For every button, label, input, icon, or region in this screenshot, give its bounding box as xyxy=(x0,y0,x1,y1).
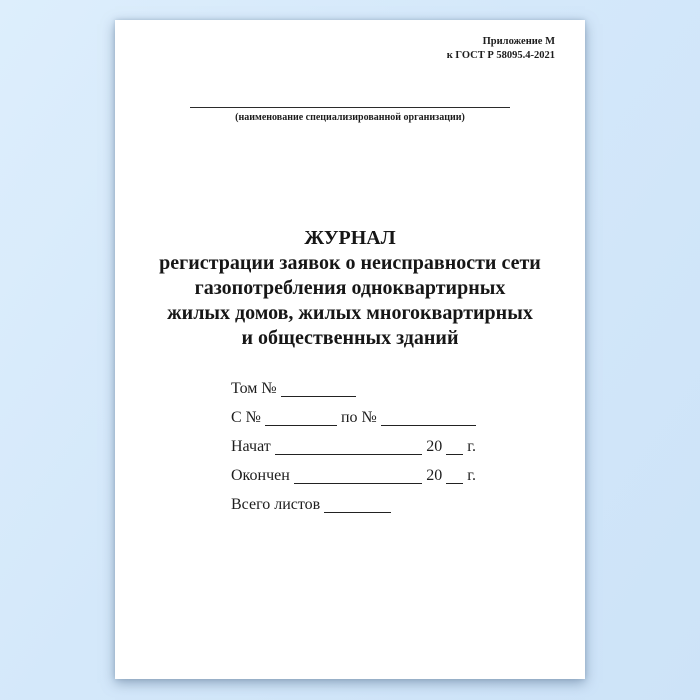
total-sheets-label: Всего листов xyxy=(231,496,321,513)
journal-title xyxy=(125,226,575,351)
gost-standard-label: к ГОСТ Р 58095.4-2021 xyxy=(446,50,555,61)
gost-reference-block xyxy=(447,35,555,63)
finished-year-blank xyxy=(446,472,463,484)
started-year-prefix: 20 xyxy=(426,438,443,455)
document-page xyxy=(115,20,585,679)
started-year-blank xyxy=(446,443,463,455)
finished-label: Окончен xyxy=(231,467,290,484)
finished-date-blank xyxy=(294,472,422,484)
organization-caption: (наименование специализированной организации) xyxy=(235,112,465,123)
organization-block xyxy=(115,93,585,124)
journal-title-line-4: жилых домов, жилых многоквартирных xyxy=(167,302,533,324)
volume-number-label: Том № xyxy=(231,380,277,397)
from-number-label: С № xyxy=(231,409,261,426)
volume-number-row xyxy=(231,379,356,398)
finished-year-suffix: г. xyxy=(467,467,476,484)
started-date-blank xyxy=(275,443,422,455)
started-year-suffix: г. xyxy=(467,438,476,455)
journal-title-line-3: газопотребления одноквартирных xyxy=(194,277,506,299)
organization-name-blank-line xyxy=(190,93,510,108)
number-range-row xyxy=(231,408,476,427)
finished-year-prefix: 20 xyxy=(426,467,443,484)
from-number-blank xyxy=(265,414,337,426)
journal-title-line-2: регистрации заявок о неисправности сети xyxy=(159,252,541,274)
started-date-row xyxy=(231,437,476,456)
total-sheets-row xyxy=(231,495,391,514)
volume-number-blank xyxy=(281,385,356,397)
started-label: Начат xyxy=(231,438,271,455)
to-number-blank xyxy=(381,414,476,426)
total-sheets-blank xyxy=(324,501,391,513)
fill-in-form xyxy=(231,379,476,524)
appendix-label: Приложение М xyxy=(482,36,555,47)
journal-title-line-5: и общественных зданий xyxy=(241,327,459,349)
journal-title-line-1: ЖУРНАЛ xyxy=(304,227,396,249)
finished-date-row xyxy=(231,466,476,485)
to-number-label: по № xyxy=(340,409,377,426)
